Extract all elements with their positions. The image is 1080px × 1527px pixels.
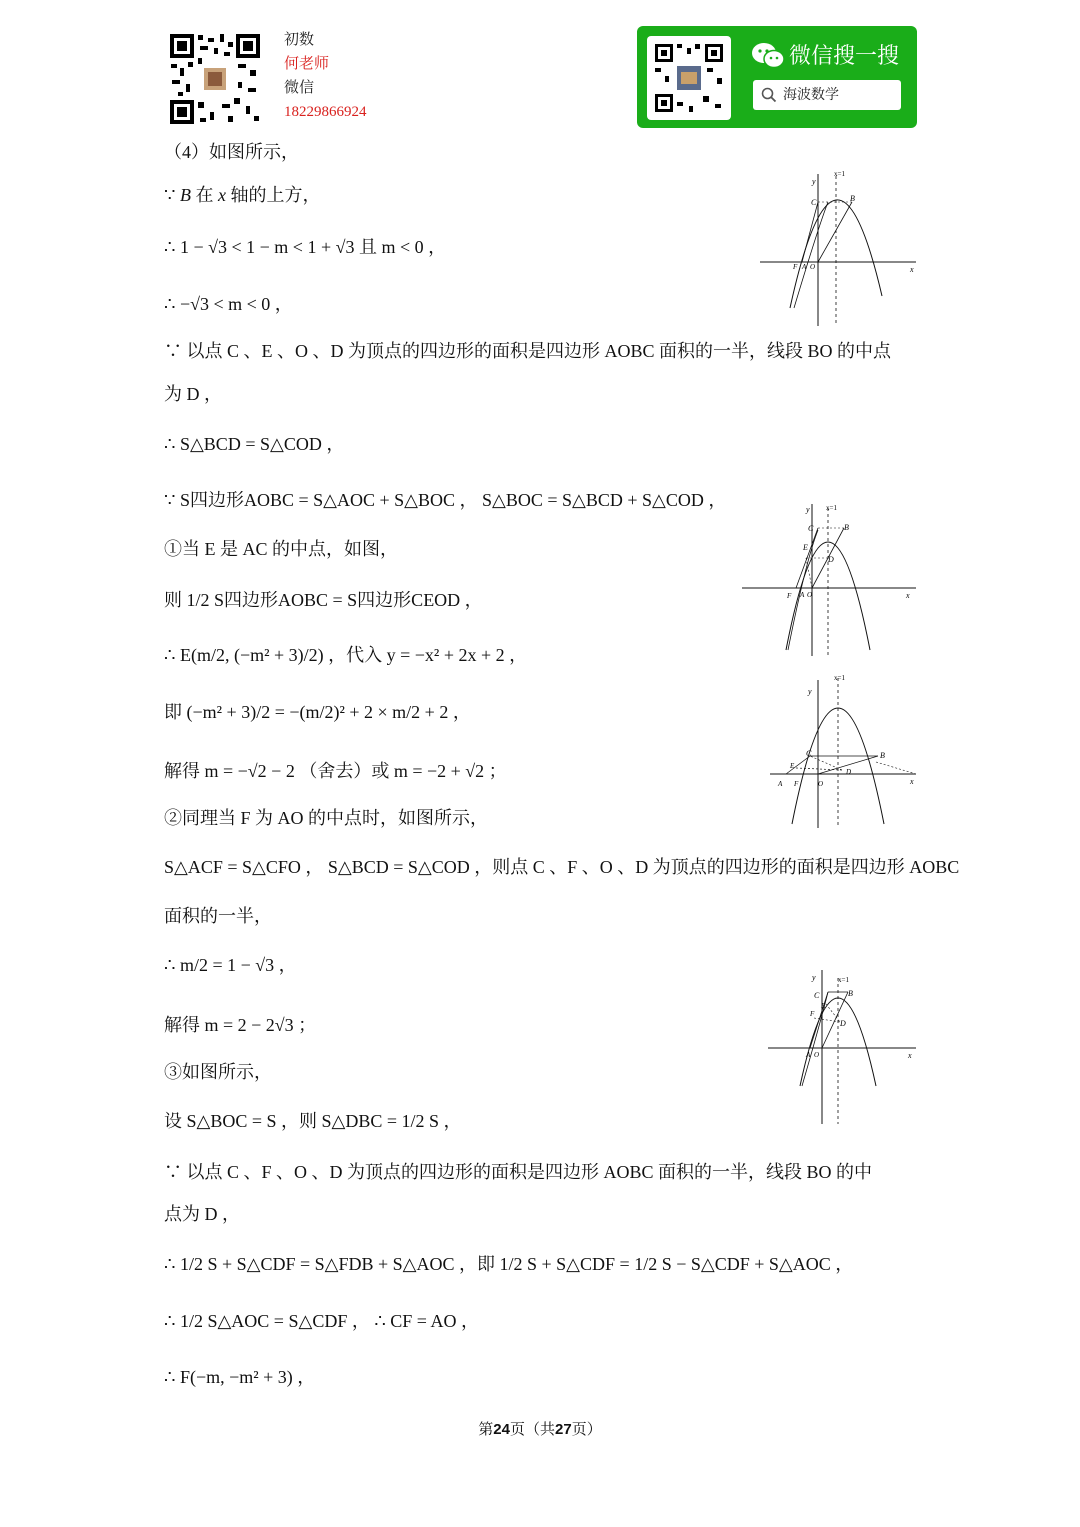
text-line-21: ∵ 以点 C 、F 、O 、D 为顶点的四边形的面积是四边形 AOBC 面积的一半，线段 BO 的中: [164, 1162, 873, 1182]
fig3-label-c: C: [806, 749, 812, 758]
fig1-x-label: x: [910, 265, 914, 274]
fig1-label-c: C: [811, 198, 817, 207]
figure-4-parabola: [766, 968, 918, 1126]
text-line-14: ②同理当 F 为 AO 的中点时，如图所示，: [164, 808, 489, 828]
text-line-22: 点为 D ，: [164, 1204, 240, 1224]
banner-qr-code: [647, 36, 731, 120]
fig4-label-d: D: [840, 1019, 846, 1028]
because-symbol: ∵: [164, 185, 176, 205]
fig2-label-d: D: [828, 555, 834, 564]
fig3-label-e: E: [790, 762, 795, 770]
fig3-label-d: D: [846, 768, 852, 776]
fig4-x-label: x: [908, 1051, 912, 1060]
text-line-9: ①当 E 是 AC 的中点，如图，: [164, 539, 398, 559]
fig4-label-e: E: [821, 1002, 826, 1010]
fig4-y-label: y: [812, 973, 816, 982]
text-line-6: 为 D ，: [164, 384, 222, 404]
text-line-20: 设 S△BOC = S ，则 S△DBC = 1/2 S ，: [164, 1111, 462, 1131]
contact-line-3: 微信: [284, 80, 315, 96]
page-footer: [0, 1418, 1080, 1439]
banner-search-text: 海波数学: [783, 87, 839, 103]
wechat-logo-icon: [751, 42, 785, 75]
var-x: x: [217, 185, 226, 205]
fig2-sym-line-label: x=1: [826, 504, 837, 512]
fig2-label-f: F: [787, 592, 792, 600]
text-line-17: ∴ m/2 = 1 − √3 ，: [164, 955, 297, 975]
text-line-2: [164, 183, 320, 207]
footer-suffix: 页）: [571, 1422, 602, 1438]
banner-search-box[interactable]: [753, 80, 901, 110]
text-line-23: ∴ 1/2 S + S△CDF = S△FDB + S△AOC ，即 1/2 S + S△CDF = 1/2 S − S△CDF + S△AOC ，: [164, 1254, 854, 1274]
fig4-label-c: C: [814, 991, 820, 1000]
text-line-19: ③如图所示，: [164, 1062, 272, 1082]
teacher-qr-code: [168, 32, 262, 126]
text-line-1: （4）如图所示，: [164, 142, 299, 162]
word-zai: 在: [195, 185, 214, 205]
fig4-label-b: B: [848, 989, 853, 998]
text-line-16: 面积的一半，: [164, 906, 272, 926]
fig1-sym-line-label: x=1: [834, 170, 845, 178]
var-b: B: [179, 185, 191, 205]
text-line-24: ∴ 1/2 S△AOC = S△CDF ， ∴ CF = AO ，: [164, 1311, 479, 1331]
figure-2-parabola: [740, 500, 918, 658]
text-line-5: ∵ 以点 C 、E 、O 、D 为顶点的四边形的面积是四边形 AOBC 面积的一半，线段 BO 的中点: [164, 341, 892, 361]
fig3-label-b: B: [880, 751, 885, 760]
footer-total-pages: 27: [555, 1421, 572, 1438]
contact-teacher-name: 何老师: [284, 56, 330, 72]
footer-middle: 页（共: [509, 1422, 555, 1438]
footer-prefix: 第: [478, 1422, 494, 1438]
text-line-15: S△ACF = S△CFO ， S△BCD = S△COD ，则点 C 、F 、O 、D 为顶点的四边形的面积是四边形 AOBC: [164, 857, 960, 877]
text-line-11: ∴ E(m/2, (−m² + 3)/2) ，代入 y = −x² + 2x + 2 ，: [164, 645, 528, 665]
fig2-label-a: A: [800, 591, 805, 599]
text-line-10: 则 1/2 S四边形AOBC = S四边形CEOD ，: [164, 590, 483, 610]
fig2-y-label: y: [806, 505, 810, 514]
figure-3-parabola: [766, 670, 918, 830]
fig3-label-o: O: [818, 780, 824, 788]
text-line-7: ∴ S△BCD = S△COD ，: [164, 434, 345, 454]
fig1-label-o: O: [810, 263, 816, 271]
text-line-12: 即 (−m² + 3)/2 = −(m/2)² + 2 × m/2 + 2 ，: [164, 702, 471, 722]
fig2-label-o: O: [807, 591, 813, 599]
contact-block: [284, 28, 367, 124]
fig1-y-label: y: [812, 177, 816, 186]
fig3-x-label: x: [910, 777, 914, 786]
text-line-13: 解得 m = −√2 − 2 （舍去）或 m = −2 + √2 ；: [164, 761, 507, 781]
fig4-label-f: F: [810, 1010, 815, 1018]
text-line-8: ∵ S四边形AOBC = S△AOC + S△BOC ， S△BOC = S△BCD + S△COD ，: [164, 490, 727, 510]
fig2-x-label: x: [906, 591, 910, 600]
search-icon: [761, 87, 777, 103]
wechat-search-banner[interactable]: [637, 26, 917, 128]
fig1-label-f: F: [793, 263, 798, 271]
text-line-3: ∴ 1 − √3 < 1 − m < 1 + √3 且 m < 0 ，: [164, 237, 447, 257]
text-line-18: 解得 m = 2 − 2√3 ；: [164, 1015, 317, 1035]
text-line-4: ∴ −√3 < m < 0 ，: [164, 294, 293, 314]
fig3-label-f: F: [794, 780, 799, 788]
fig1-label-b: B: [850, 194, 855, 203]
footer-page-number: 24: [493, 1421, 510, 1438]
text-line-25: ∴ F(−m, −m² + 3) ，: [164, 1367, 316, 1387]
figure-1-parabola: [756, 168, 920, 328]
fig3-y-label: y: [808, 687, 812, 696]
contact-phone: 18229866924: [284, 104, 367, 120]
contact-line-1: 初数: [284, 32, 315, 48]
fig4-sym-line-label: x=1: [838, 976, 849, 984]
fig2-label-c: C: [808, 524, 814, 533]
fig4-label-a: A: [806, 1051, 811, 1059]
fig3-label-a: A: [778, 780, 783, 788]
word-axis-above: 轴的上方，: [230, 185, 321, 205]
fig2-label-e: E: [803, 543, 808, 552]
fig1-label-a: A: [802, 263, 807, 271]
fig4-label-o: O: [814, 1051, 820, 1059]
banner-title: 微信搜一搜: [789, 44, 900, 69]
fig2-label-b: B: [844, 523, 849, 532]
fig3-sym-line-label: x=1: [834, 674, 845, 682]
